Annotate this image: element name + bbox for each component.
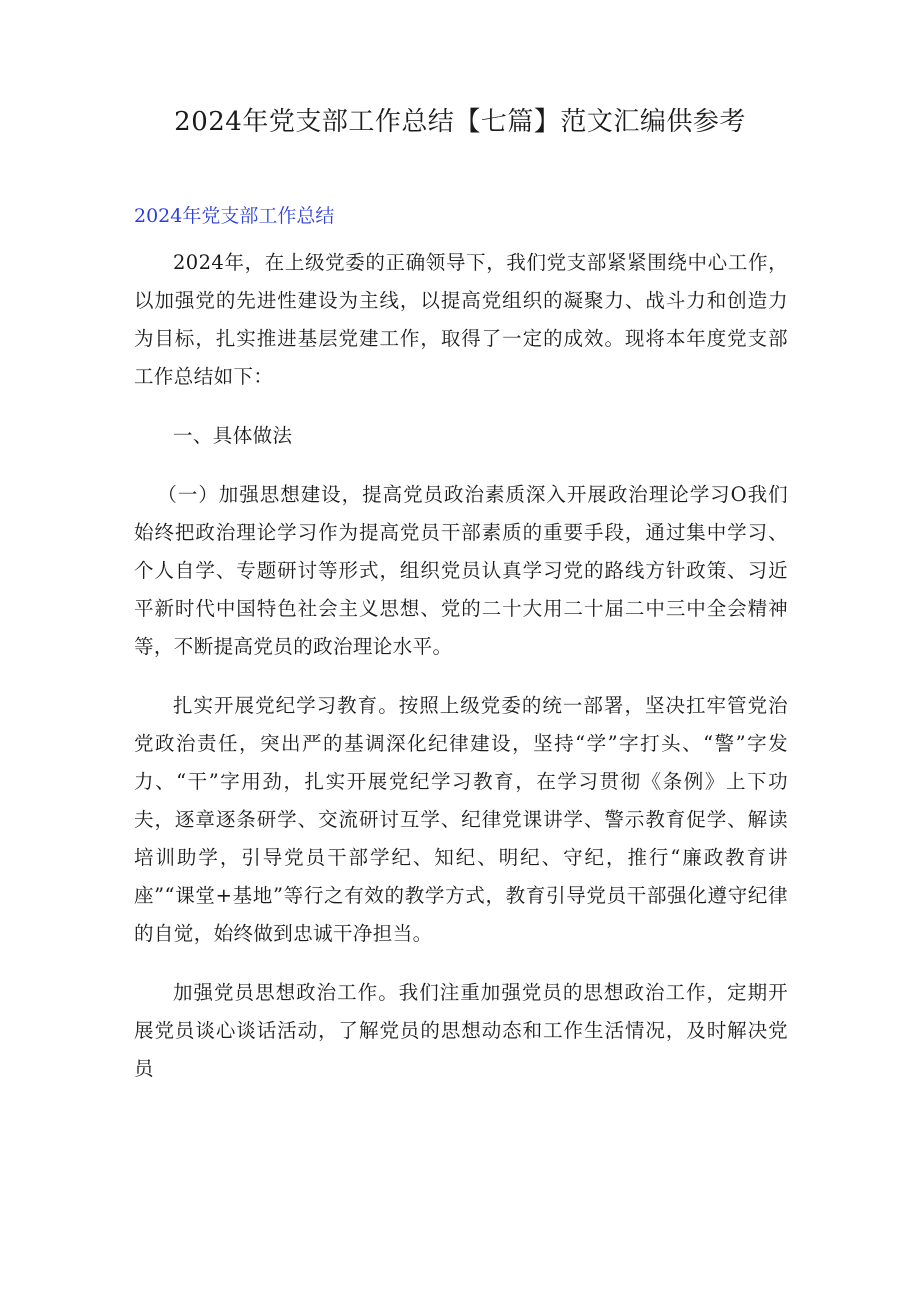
section-title-link[interactable]: 2024年党支部工作总结	[134, 205, 335, 227]
document-title: 2024年党支部工作总结【七篇】范文汇编供参考	[174, 107, 746, 137]
paragraph-political-work: 加强党员思想政治工作。我们注重加强党员的思想政治工作，定期开展党员谈心谈话活动，了解党员的思想动态和工作生活情况，及时解决党员	[134, 981, 788, 1080]
document-body	[134, 244, 788, 1109]
intro-paragraph: 2024年，在上级党委的正确领导下，我们党支部紧紧围绕中心工作，以加强党的先进性建设为主线，以提高党组织的凝聚力、战斗力和创造力为目标，扎实推进基层党建工作，取得了一定的成效。现将本年度党支部工作总结如下：	[134, 251, 788, 388]
paragraph-ideological-building: （一）加强思想建设，提高党员政治素质深入开展政治理论学习O我们始终把政治理论学习作为提高党员干部素质的重要手段，通过集中学习、个人自学、专题研讨等形式，组织党员认真学习党的路线方针政策、习近平新时代中国特色社会主义思想、党的二十大用二十届二中三中全会精神等，不断提高党员的政治理论水平。	[134, 483, 788, 658]
section-heading-practices: 一、具体做法	[173, 424, 293, 447]
paragraph-discipline-education: 扎实开展党纪学习教育。按照上级党委的统一部署，坚决扛牢管党治党政治责任，突出严的基调深化纪律建设，坚持“学”字打头、“警”字发力、“干”字用劲，扎实开展党纪学习教育，在学习贯彻《条例》上下功夫，逐章逐条研学、交流研讨互学、纪律党课讲学、警示教育促学、解读培训助学，引导党员干部学纪、知纪、明纪、守纪，推行“廉政教育讲座”“课堂+基地”等行之有效的教学方式，教育引导党员干部强化遵守纪律的自觉，始终做到忠诚干净担当。	[134, 694, 788, 945]
